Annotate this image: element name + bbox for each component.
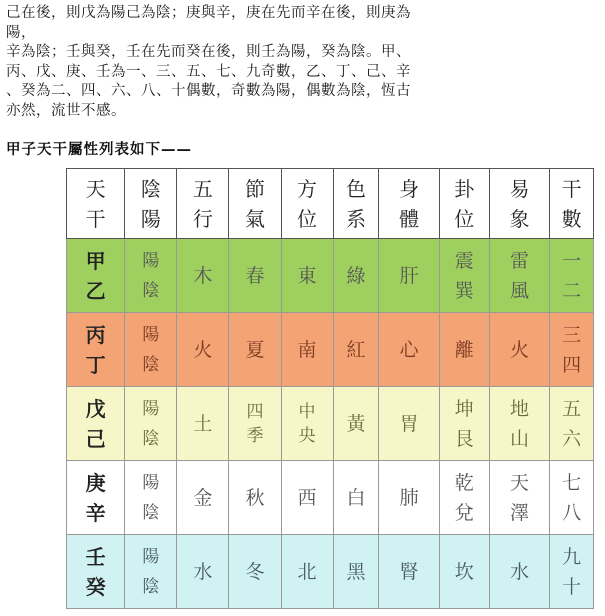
header-cell: [177, 169, 229, 239]
paragraph-line: 辛為陰；壬與癸，壬在先而癸在後，則壬為陽，癸為陰。甲、: [6, 44, 411, 60]
header-cell: [439, 169, 489, 239]
element-cell: 木: [177, 239, 229, 313]
body-cell: 腎: [379, 535, 439, 609]
trigram-yang: 坤: [454, 397, 474, 420]
element-cell: 金: [177, 461, 229, 535]
trigram-cell: [439, 239, 489, 313]
number-even: 六: [562, 427, 582, 450]
yinyang-cell: [125, 239, 177, 313]
yin-label: 陰: [142, 428, 160, 449]
direction-cell: 東: [281, 239, 333, 313]
header-char: 數: [561, 206, 582, 231]
header-char: 天: [85, 176, 106, 201]
stems-cell: [67, 239, 125, 313]
header-char: 行: [192, 206, 213, 231]
trigram-cell: [439, 387, 489, 461]
season-cell: 秋: [229, 461, 281, 535]
number-even: 二: [562, 279, 582, 302]
number-odd: 九: [562, 545, 582, 568]
stem-yin: 癸: [85, 574, 106, 599]
body-cell: 胃: [379, 387, 439, 461]
trigram-yin: 坎: [454, 560, 474, 583]
yang-label: 陽: [142, 398, 160, 419]
stems-cell: [67, 313, 125, 387]
yinyang-cell: [125, 313, 177, 387]
stems-cell: [67, 461, 125, 535]
table-row: [67, 313, 594, 387]
header-char: 易: [509, 176, 530, 201]
header-char: 陽: [140, 206, 161, 231]
trigram-yin: 艮: [454, 427, 474, 450]
stem-yang: 庚: [85, 470, 106, 495]
number-odd: 七: [562, 471, 582, 494]
trigram-yin: 離: [454, 338, 474, 361]
number-odd: 五: [562, 397, 582, 420]
direction-cell: 南: [281, 313, 333, 387]
cell-char: 央: [298, 425, 316, 446]
body-cell: 肺: [379, 461, 439, 535]
numbers-cell: [550, 535, 594, 609]
header-char: 系: [345, 206, 366, 231]
paragraph-line: 陽，: [6, 24, 36, 41]
yin-label: 陰: [142, 280, 160, 301]
trigram-cell: [439, 313, 489, 387]
direction-cell: 西: [281, 461, 333, 535]
table-row: [67, 239, 594, 313]
heavenly-stems-table: [66, 168, 594, 609]
trigram-yin: 兌: [454, 501, 474, 524]
color-cell: 白: [333, 461, 379, 535]
header-char: 身: [399, 176, 420, 201]
yang-label: 陽: [142, 324, 160, 345]
numbers-cell: [550, 313, 594, 387]
stem-yang: 戊: [85, 396, 106, 421]
yinyang-cell: [125, 535, 177, 609]
header-char: 干: [85, 206, 106, 231]
body-cell: 肝: [379, 239, 439, 313]
paragraph-line: 亦然，流世不感。: [6, 102, 126, 119]
trigram-yang: 震: [454, 249, 474, 272]
header-cell: [489, 169, 549, 239]
table-header-row: [67, 169, 594, 239]
number-odd: 一: [562, 249, 582, 272]
cell-char: 季: [246, 425, 264, 446]
image-yin: 水: [509, 560, 529, 583]
image-yang: 天: [509, 471, 529, 494]
image-cell: [489, 387, 549, 461]
image-yin: 澤: [509, 501, 529, 524]
image-cell: [489, 313, 549, 387]
stem-yin: 辛: [85, 500, 106, 525]
cell-char: 四: [246, 401, 264, 422]
table-row: [67, 535, 594, 609]
yinyang-cell: [125, 387, 177, 461]
season-cell: [229, 387, 281, 461]
header-cell: [125, 169, 177, 239]
yang-label: 陽: [142, 250, 160, 271]
image-cell: [489, 535, 549, 609]
image-yin: 火: [509, 338, 529, 361]
stem-yang: 甲: [85, 248, 106, 273]
yinyang-cell: [125, 461, 177, 535]
number-even: 四: [562, 353, 582, 376]
numbers-cell: [550, 239, 594, 313]
header-char: 干: [561, 176, 582, 201]
header-char: 節: [244, 176, 265, 201]
table-heading: 甲子天干屬性列表如下——: [6, 142, 192, 158]
header-cell: [229, 169, 281, 239]
header-char: 位: [297, 206, 318, 231]
color-cell: 黃: [333, 387, 379, 461]
color-cell: 綠: [333, 239, 379, 313]
intro-paragraph: [6, 4, 596, 121]
direction-cell: [281, 387, 333, 461]
yin-label: 陰: [142, 502, 160, 523]
element-cell: 水: [177, 535, 229, 609]
table-row: [67, 461, 594, 535]
header-char: 色: [345, 176, 366, 201]
stems-cell: [67, 387, 125, 461]
direction-cell: 北: [281, 535, 333, 609]
numbers-cell: [550, 387, 594, 461]
image-cell: [489, 461, 549, 535]
image-yin: 風: [509, 279, 529, 302]
stem-yin: 丁: [85, 352, 106, 377]
header-char: 位: [454, 206, 475, 231]
header-char: 五: [192, 176, 213, 201]
yin-label: 陰: [142, 354, 160, 375]
number-even: 八: [562, 501, 582, 524]
paragraph-line: 丙、戊、庚、壬為一、三、五、七、九奇數，乙、丁、己、辛: [6, 63, 411, 80]
paragraph-line: 己在後，則戊為陽己為陰；庚與辛，庚在先而辛在後，則庚為: [6, 5, 411, 21]
trigram-yang: 乾: [454, 471, 474, 494]
header-char: 象: [509, 206, 530, 231]
element-cell: 火: [177, 313, 229, 387]
header-cell: [67, 169, 125, 239]
header-cell: [379, 169, 439, 239]
trigram-cell: [439, 535, 489, 609]
cell-char: 中: [298, 401, 316, 422]
season-cell: 春: [229, 239, 281, 313]
image-yang: 雷: [509, 249, 529, 272]
number-odd: 三: [562, 323, 582, 346]
trigram-yin: 巽: [454, 279, 474, 302]
header-cell: [333, 169, 379, 239]
color-cell: 紅: [333, 313, 379, 387]
numbers-cell: [550, 461, 594, 535]
header-cell: [550, 169, 594, 239]
color-cell: 黑: [333, 535, 379, 609]
stem-yin: 己: [85, 426, 106, 451]
header-char: 卦: [454, 176, 475, 201]
stem-yang: 丙: [85, 322, 106, 347]
table-row: [67, 387, 594, 461]
paragraph-line: 、癸為二、四、六、八、十偶數，奇數為陽，偶數為陰，恆古: [6, 83, 411, 99]
image-yin: 山: [509, 427, 529, 450]
stem-yang: 壬: [85, 544, 106, 569]
yang-label: 陽: [142, 472, 160, 493]
trigram-cell: [439, 461, 489, 535]
image-yang: 地: [509, 397, 529, 420]
header-char: 陰: [140, 176, 161, 201]
image-cell: [489, 239, 549, 313]
header-char: 氣: [244, 206, 265, 231]
number-even: 十: [562, 575, 582, 598]
header-cell: [281, 169, 333, 239]
element-cell: 土: [177, 387, 229, 461]
season-cell: 冬: [229, 535, 281, 609]
yang-label: 陽: [142, 546, 160, 567]
stems-cell: [67, 535, 125, 609]
season-cell: 夏: [229, 313, 281, 387]
body-cell: 心: [379, 313, 439, 387]
stem-yin: 乙: [85, 278, 106, 303]
header-char: 方: [297, 176, 318, 201]
header-char: 體: [399, 206, 420, 231]
yin-label: 陰: [142, 576, 160, 597]
